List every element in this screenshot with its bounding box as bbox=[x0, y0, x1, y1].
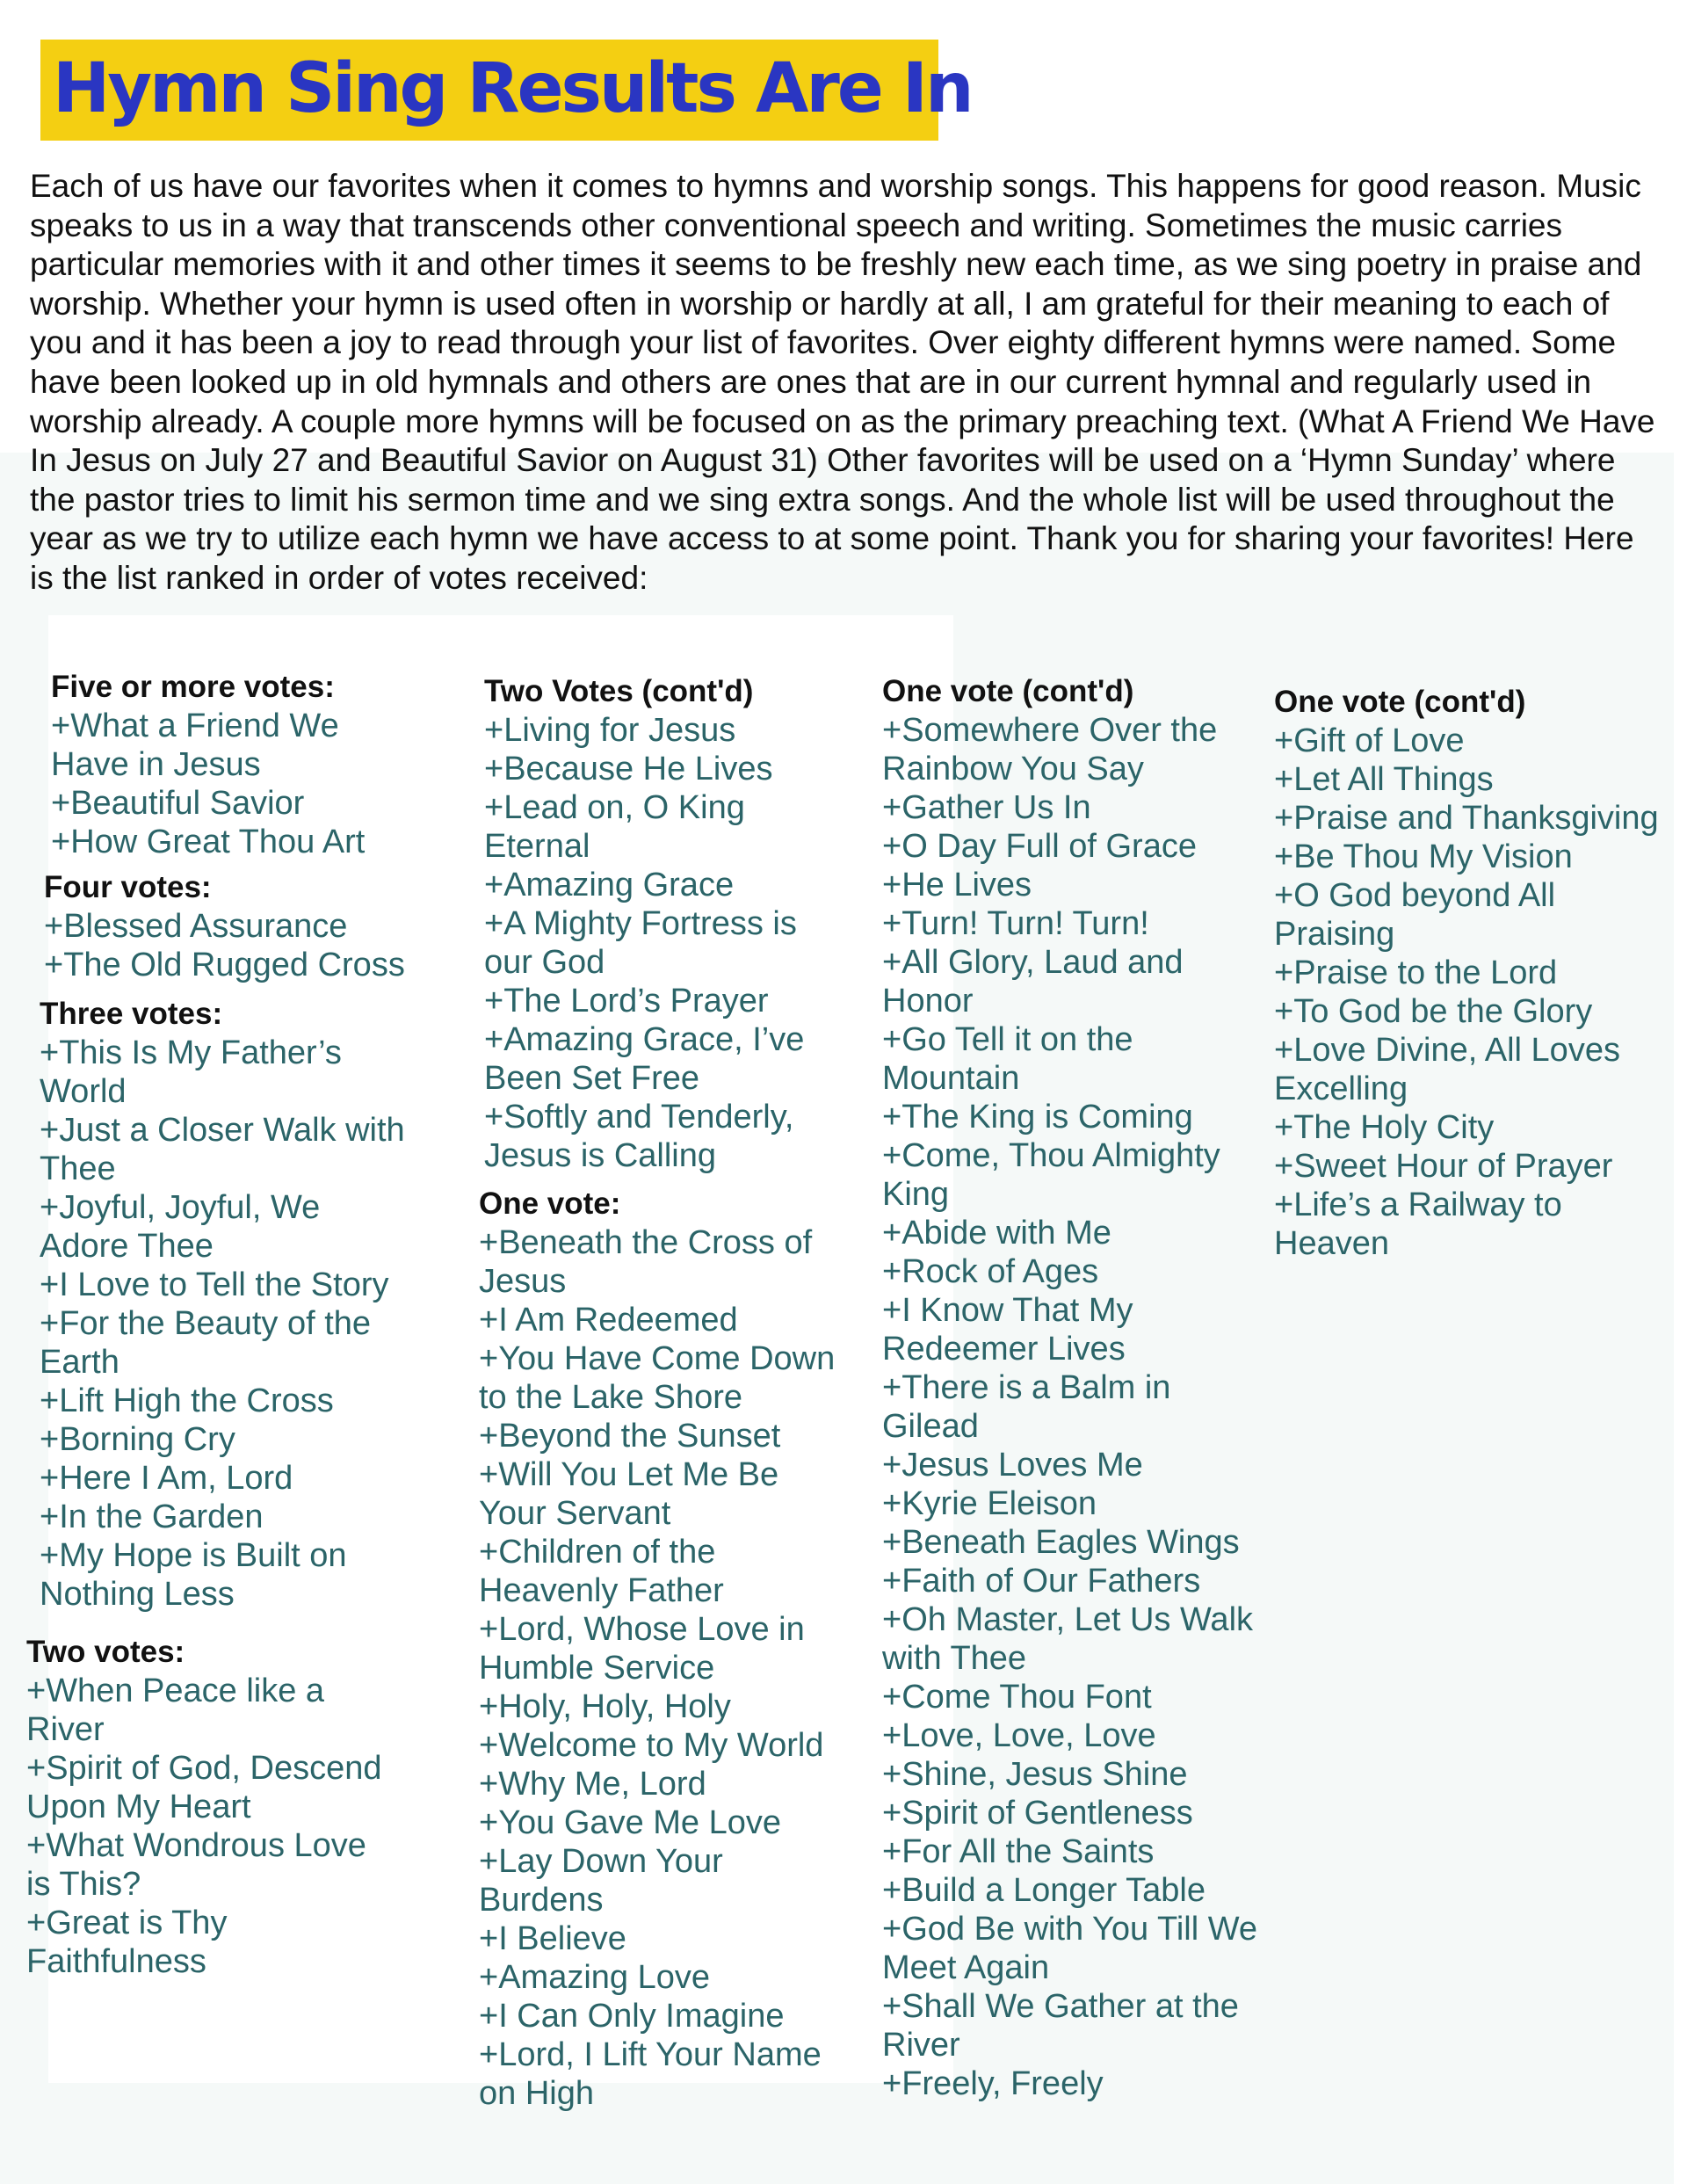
hymn-item: +To God be the Glory bbox=[1274, 993, 1593, 1030]
hymn-item: +Freely, Freely bbox=[882, 2065, 1104, 2102]
hymn-item: +Amazing Love bbox=[479, 1959, 710, 1996]
hymn-item: +Shall We Gather at the River bbox=[882, 1988, 1239, 2064]
hymn-item: +Spirit of Gentleness bbox=[882, 1795, 1193, 1832]
hymn-item: +Amazing Grace, I’ve Been Set Free bbox=[484, 1021, 805, 1097]
hymn-item: +Lay Down Your Burdens bbox=[479, 1843, 723, 1919]
hymn-item: +Beneath the Cross of Jesus bbox=[479, 1224, 813, 1300]
hymn-item: +God Be with You Till We Meet Again bbox=[882, 1911, 1258, 1986]
hymn-item: +Why Me, Lord bbox=[479, 1766, 706, 1803]
hymn-item: +I Love to Tell the Story bbox=[40, 1266, 389, 1303]
hymn-item: +Just a Closer Walk with Thee bbox=[40, 1112, 405, 1187]
hymn-item: +Let All Things bbox=[1274, 761, 1494, 798]
hymn-item: +Love, Love, Love bbox=[882, 1717, 1156, 1754]
hymn-item: +Lord, Whose Love in Humble Service bbox=[479, 1611, 805, 1687]
section-one-vote bbox=[479, 1185, 848, 2113]
section-one-vote-cont-2 bbox=[1274, 683, 1661, 1263]
hymn-item: +Praise to the Lord bbox=[1274, 954, 1558, 991]
hymn-item: +Blessed Assurance bbox=[44, 908, 348, 945]
hymn-item: +Life’s a Railway to Heaven bbox=[1274, 1186, 1562, 1262]
hymn-item: +Rock of Ages bbox=[882, 1253, 1099, 1290]
hymn-item: +O God beyond All Praising bbox=[1274, 877, 1556, 953]
hymn-item: +Borning Cry bbox=[40, 1421, 235, 1458]
page-title: Hymn Sing Results Are In bbox=[53, 49, 972, 128]
section-heading: Two Votes (cont'd) bbox=[484, 674, 754, 708]
hymn-item: +My Hope is Built on Nothing Less bbox=[40, 1537, 347, 1613]
hymn-item: +The Old Rugged Cross bbox=[44, 947, 405, 983]
hymn-item: +Spirit of God, Descend Upon My Heart bbox=[26, 1750, 382, 1825]
hymn-item: +You Gave Me Love bbox=[479, 1804, 782, 1841]
hymn-item: +I Believe bbox=[479, 1920, 626, 1957]
hymn-item: +For the Beauty of the Earth bbox=[40, 1305, 372, 1381]
hymn-item: +Faith of Our Fathers bbox=[882, 1563, 1201, 1600]
hymn-item: +This Is My Father’s World bbox=[40, 1034, 342, 1110]
hymn-item: +When Peace like a River bbox=[26, 1672, 325, 1748]
section-two-votes bbox=[26, 1633, 395, 1981]
hymn-item: +A Mighty Fortress is our God bbox=[484, 905, 797, 981]
section-one-vote-cont bbox=[882, 672, 1260, 2103]
hymn-list bbox=[40, 1034, 409, 1614]
hymn-item: +Joyful, Joyful, We Adore Thee bbox=[40, 1189, 321, 1265]
hymn-item: +Beneath Eagles Wings bbox=[882, 1524, 1240, 1561]
intro-paragraph: Each of us have our favorites when it comes to hymns and worship songs. This happens for good reason. Music speaks to us in a way that transcends other conventional speech and writing. Sometimes the music carries particular memories with it and other times it seems to be freshly new each time, as we sing poetry in praise and worship. Whether your hymn is used often in worship or hardly at all, I am grateful for their meaning to each of you and it has been a joy to read through your list of favorites. Over eighty different hymns were named. Some have been looked up in old hymnals and others are ones that are in our current hymnal and regularly used in worship already. A couple more hymns will be focused on as the primary preaching text. (What A Friend We Have In Jesus on July 27 and Beautiful Savior on August 31) Other favorites will be used on a ‘Hymn Sunday’ where the pastor tries to limit his sermon time and we sing extra songs. And the whole list will be used throughout the year as we try to utilize each hymn we have access to at some point. Thank you for sharing your favorites! Here is the list ranked in order of votes received: bbox=[30, 168, 1655, 596]
hymn-item: +The King is Coming bbox=[882, 1099, 1193, 1136]
hymn-list bbox=[882, 711, 1260, 2103]
hymn-item: +I Can Only Imagine bbox=[479, 1998, 785, 2035]
hymn-item: +Gather Us In bbox=[882, 789, 1091, 826]
hymn-item: +Come Thou Font bbox=[882, 1679, 1152, 1716]
hymn-item: +What Wondrous Love is This? bbox=[26, 1827, 366, 1903]
hymn-item: +I Know That My Redeemer Lives bbox=[882, 1292, 1133, 1368]
hymn-item: +Beyond the Sunset bbox=[479, 1418, 781, 1455]
hymn-item: +He Lives bbox=[882, 867, 1032, 903]
section-five-votes bbox=[51, 668, 385, 861]
hymn-item: +Children of the Heavenly Father bbox=[479, 1534, 724, 1609]
hymn-item: +Abide with Me bbox=[882, 1215, 1111, 1252]
hymn-item: +Because He Lives bbox=[484, 751, 773, 787]
hymn-item: +Love Divine, All Loves Excelling bbox=[1274, 1032, 1620, 1107]
hymn-item: +You Have Come Down to the Lake Shore bbox=[479, 1340, 836, 1416]
hymn-list bbox=[26, 1672, 395, 1981]
hymn-item: +Shine, Jesus Shine bbox=[882, 1756, 1188, 1793]
hymn-item: +Turn! Turn! Turn! bbox=[882, 905, 1149, 942]
hymn-item: +I Am Redeemed bbox=[479, 1302, 738, 1339]
hymn-list bbox=[1274, 722, 1661, 1263]
hymn-item: +Lift High the Cross bbox=[40, 1382, 334, 1419]
section-heading: Five or more votes: bbox=[51, 670, 335, 704]
hymn-item: +In the Garden bbox=[40, 1498, 264, 1535]
hymn-item: +Somewhere Over the Rainbow You Say bbox=[882, 712, 1218, 787]
hymn-item: +Come, Thou Almighty King bbox=[882, 1137, 1220, 1213]
hymn-item: +Lord, I Lift Your Name on High bbox=[479, 2036, 822, 2112]
section-four-votes bbox=[44, 868, 413, 984]
section-heading: One vote: bbox=[479, 1186, 621, 1221]
hymn-item: +The Lord’s Prayer bbox=[484, 983, 769, 1019]
hymn-item: +O Day Full of Grace bbox=[882, 828, 1197, 865]
hymn-item: +For All the Saints bbox=[882, 1833, 1155, 1870]
hymn-item: +Great is Thy Faithfulness bbox=[26, 1905, 228, 1980]
hymn-item: +Softly and Tenderly, Jesus is Calling bbox=[484, 1099, 794, 1174]
hymn-item: +Beautiful Savior bbox=[51, 785, 305, 822]
hymn-item: +Sweet Hour of Prayer bbox=[1274, 1148, 1613, 1185]
hymn-item: +Kyrie Eleison bbox=[882, 1485, 1097, 1522]
section-heading: Two votes: bbox=[26, 1635, 185, 1669]
section-heading: Three votes: bbox=[40, 997, 223, 1031]
hymn-list bbox=[484, 711, 836, 1175]
hymn-item: +Oh Master, Let Us Walk with Thee bbox=[882, 1601, 1254, 1677]
hymn-item: +Here I Am, Lord bbox=[40, 1460, 293, 1497]
hymn-item: +Living for Jesus bbox=[484, 712, 736, 749]
hymn-item: +There is a Balm in Gilead bbox=[882, 1369, 1171, 1445]
hymn-item: +Amazing Grace bbox=[484, 867, 735, 903]
hymn-item: +Be Thou My Vision bbox=[1274, 838, 1573, 875]
hymn-item: +Welcome to My World bbox=[479, 1727, 824, 1764]
section-heading: One vote (cont'd) bbox=[882, 674, 1134, 708]
hymn-item: +Holy, Holy, Holy bbox=[479, 1688, 731, 1725]
section-heading: Four votes: bbox=[44, 870, 212, 904]
hymn-item: +Go Tell it on the Mountain bbox=[882, 1021, 1133, 1097]
hymn-item: +Will You Let Me Be Your Servant bbox=[479, 1456, 779, 1532]
section-three-votes bbox=[40, 995, 409, 1614]
section-heading: One vote (cont'd) bbox=[1274, 685, 1526, 719]
hymn-item: +Jesus Loves Me bbox=[882, 1447, 1143, 1484]
hymn-item: +How Great Thou Art bbox=[51, 824, 366, 860]
hymn-item: +The Holy City bbox=[1274, 1109, 1495, 1146]
hymn-list bbox=[44, 907, 413, 984]
hymn-item: +What a Friend We Have in Jesus bbox=[51, 707, 339, 783]
hymn-item: +Gift of Love bbox=[1274, 722, 1465, 759]
hymn-item: +Praise and Thanksgiving bbox=[1274, 800, 1659, 837]
hymn-item: +All Glory, Laud and Honor bbox=[882, 944, 1184, 1019]
hymn-item: +Lead on, O King Eternal bbox=[484, 789, 745, 865]
hymn-item: +Build a Longer Table bbox=[882, 1872, 1206, 1909]
hymn-list bbox=[479, 1223, 848, 2113]
hymn-list bbox=[51, 707, 385, 861]
section-two-votes-cont bbox=[484, 672, 836, 1175]
